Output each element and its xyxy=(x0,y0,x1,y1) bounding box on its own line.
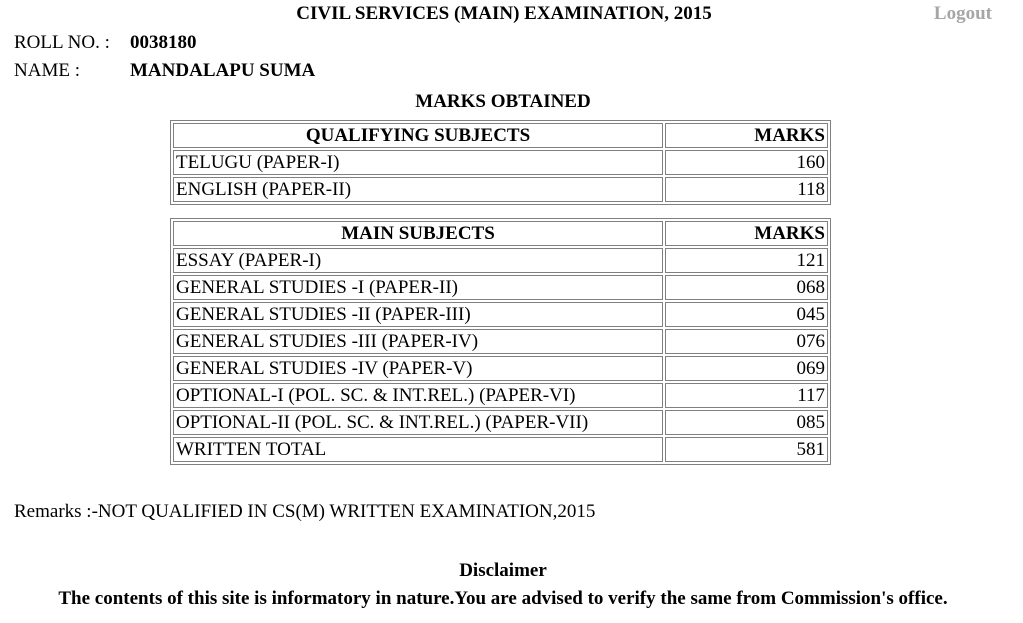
marks-cell: 085 xyxy=(665,410,828,435)
subject-cell: GENERAL STUDIES -III (PAPER-IV) xyxy=(173,329,663,354)
subject-cell: OPTIONAL-II (POL. SC. & INT.REL.) (PAPER-VII) xyxy=(173,410,663,435)
table-row xyxy=(173,275,828,300)
marks-cell: 121 xyxy=(665,248,828,273)
table-row xyxy=(173,329,828,354)
table-row xyxy=(173,177,828,202)
marks-cell: 076 xyxy=(665,329,828,354)
roll-number-label: ROLL NO. : xyxy=(14,32,110,53)
marks-cell: 117 xyxy=(665,383,828,408)
subject-cell: GENERAL STUDIES -II (PAPER-III) xyxy=(173,302,663,327)
subject-cell: OPTIONAL-I (POL. SC. & INT.REL.) (PAPER-VI) xyxy=(173,383,663,408)
subject-cell: GENERAL STUDIES -IV (PAPER-V) xyxy=(173,356,663,381)
candidate-name-value: MANDALAPU SUMA xyxy=(130,60,316,81)
qualifying-subjects-header: QUALIFYING SUBJECTS xyxy=(173,123,663,148)
roll-number-row xyxy=(14,32,197,54)
marks-cell: 160 xyxy=(665,150,828,175)
subject-cell: ESSAY (PAPER-I) xyxy=(173,248,663,273)
marks-cell: 118 xyxy=(665,177,828,202)
subject-cell: GENERAL STUDIES -I (PAPER-II) xyxy=(173,275,663,300)
subject-cell: TELUGU (PAPER-I) xyxy=(173,150,663,175)
subject-cell: ENGLISH (PAPER-II) xyxy=(173,177,663,202)
exam-title: CIVIL SERVICES (MAIN) EXAMINATION, 2015 xyxy=(296,3,712,24)
table-row xyxy=(173,356,828,381)
table-row xyxy=(173,383,828,408)
marks-cell: 045 xyxy=(665,302,828,327)
written-total-row xyxy=(173,437,828,462)
candidate-name-label: NAME : xyxy=(14,60,80,81)
main-marks-header: MARKS xyxy=(665,221,828,246)
qualifying-subjects-table xyxy=(170,120,831,205)
table-row xyxy=(173,150,828,175)
table-header-row xyxy=(173,123,828,148)
marks-obtained-heading: MARKS OBTAINED xyxy=(415,91,591,112)
qualifying-marks-header: MARKS xyxy=(665,123,828,148)
remarks: Remarks :-NOT QUALIFIED IN CS(M) WRITTEN EXAMINATION,2015 xyxy=(14,501,596,522)
main-subjects-header: MAIN SUBJECTS xyxy=(173,221,663,246)
logout-link[interactable]: Logout xyxy=(933,3,992,24)
written-total-value: 581 xyxy=(665,437,828,462)
candidate-name-row xyxy=(14,60,315,82)
table-row xyxy=(173,302,828,327)
disclaimer-text: The contents of this site is informatory in nature.You are advised to verify the same from Commission's office. xyxy=(58,588,948,609)
marks-cell: 069 xyxy=(665,356,828,381)
written-total-label: WRITTEN TOTAL xyxy=(173,437,663,462)
disclaimer-title: Disclaimer xyxy=(459,560,547,581)
table-row xyxy=(173,410,828,435)
roll-number-value: 0038180 xyxy=(130,32,197,53)
table-row xyxy=(173,248,828,273)
main-subjects-table xyxy=(170,218,831,465)
table-header-row xyxy=(173,221,828,246)
marks-cell: 068 xyxy=(665,275,828,300)
